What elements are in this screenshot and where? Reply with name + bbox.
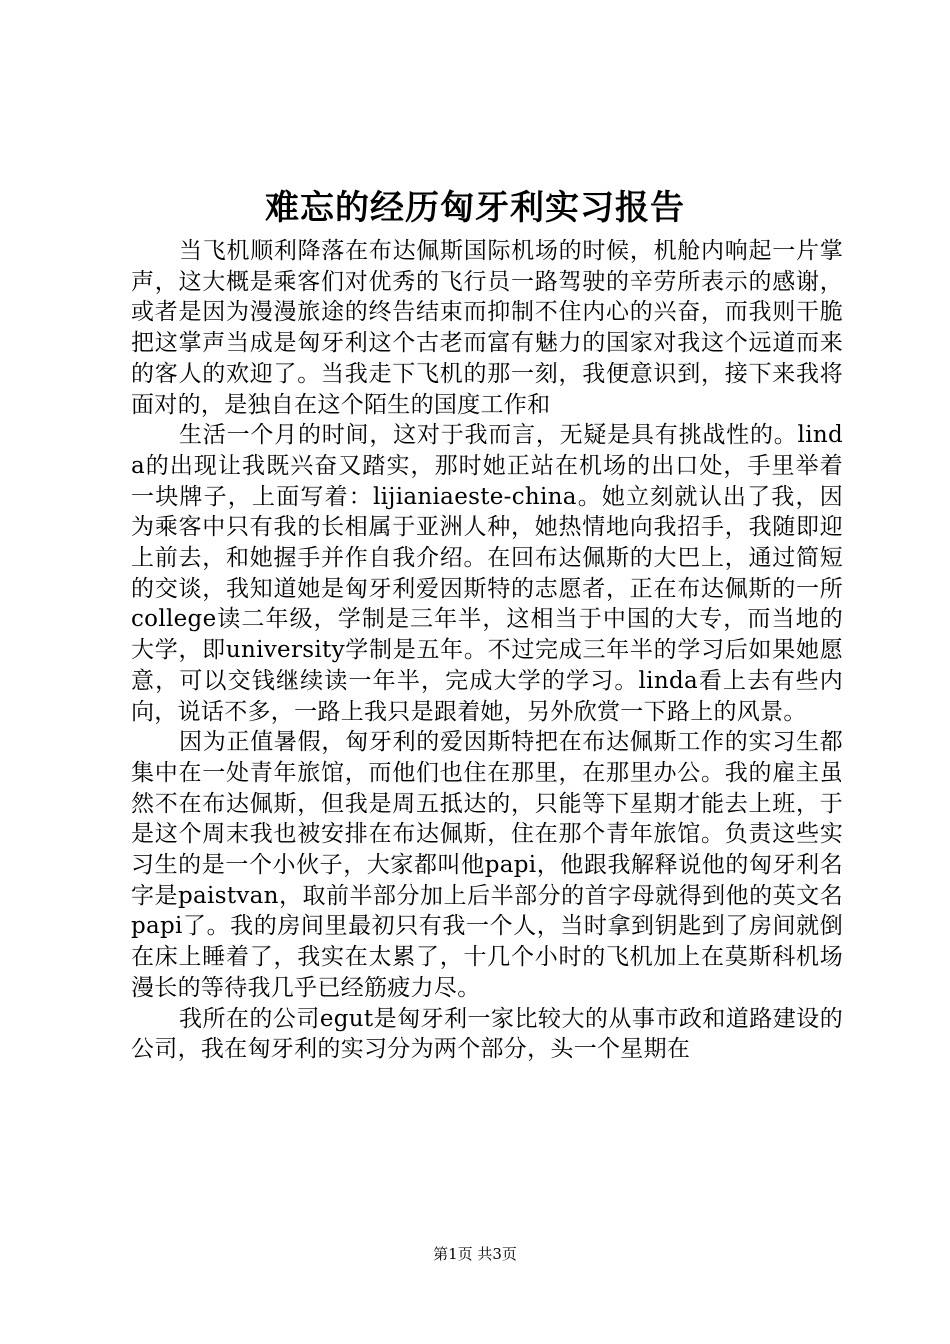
paragraph-2: 生活一个月的时间，这对于我而言，无疑是具有挑战性的。linda的出现让我既兴奋又踏实，那时她正站在机场的出口处，手里举着一块牌子，上面写着：lijianiaeste-china。她立刻就认出了我，因为乘客中只有我的长相属于亚洲人种，她热情地向我招手，我随即迎上前去，和她握手并作自我介绍。在回布达佩斯的大巴上，通过简短的交谈，我知道她是匈牙利爱因斯特的志愿者，正在布达佩斯的一所college读二年级，学制是三年半，这相当于中国的大专，而当地的大学，即university学制是五年。不过完成三年半的学习后如果她愿意，可以交钱继续读一年半，完成大学的学习。linda看上去有些内向，说话不多，一路上我只是跟着她，另外欣赏一下路上的风景。 bbox=[131, 422, 843, 725]
paragraph-1: 当飞机顺利降落在布达佩斯国际机场的时候，机舱内响起一片掌声，这大概是乘客们对优秀的飞行员一路驾驶的辛劳所表示的感谢，或者是因为漫漫旅途的终告结束而抑制不住内心的兴奋，而我则干脆把这掌声当成是匈牙利这个古老而富有魅力的国家对我这个远道而来的客人的欢迎了。当我走下飞机的那一刻，我便意识到，接下来我将面对的，是独自在这个陌生的国度工作和 bbox=[131, 238, 843, 418]
document-body bbox=[131, 236, 843, 1065]
document-title: 难忘的经历匈牙利实习报告 bbox=[265, 188, 685, 228]
paragraph-3: 因为正值暑假，匈牙利的爱因斯特把在布达佩斯工作的实习生都集中在一处青年旅馆，而他们也住在那里，在那里办公。我的雇主虽然不在布达佩斯，但我是周五抵达的，只能等下星期才能去上班，于是这个周末我也被安排在布达佩斯，住在那个青年旅馆。负责这些实习生的是一个小伙子，大家都叫他papi，他跟我解释说他的匈牙利名字是paistvan，取前半部分加上后半部分的首字母就得到他的英文名papi了。我的房间里最初只有我一个人，当时拿到钥匙到了房间就倒在床上睡着了，我实在太累了，十几个小时的飞机加上在莫斯科机场漫长的等待我几乎已经筋疲力尽。 bbox=[131, 729, 843, 1001]
paragraph-4: 我所在的公司egut是匈牙利一家比较大的从事市政和道路建设的公司，我在匈牙利的实习分为两个部分，头一个星期在 bbox=[131, 1005, 843, 1063]
page-number-footer: 第1页 共3页 bbox=[433, 1245, 517, 1263]
